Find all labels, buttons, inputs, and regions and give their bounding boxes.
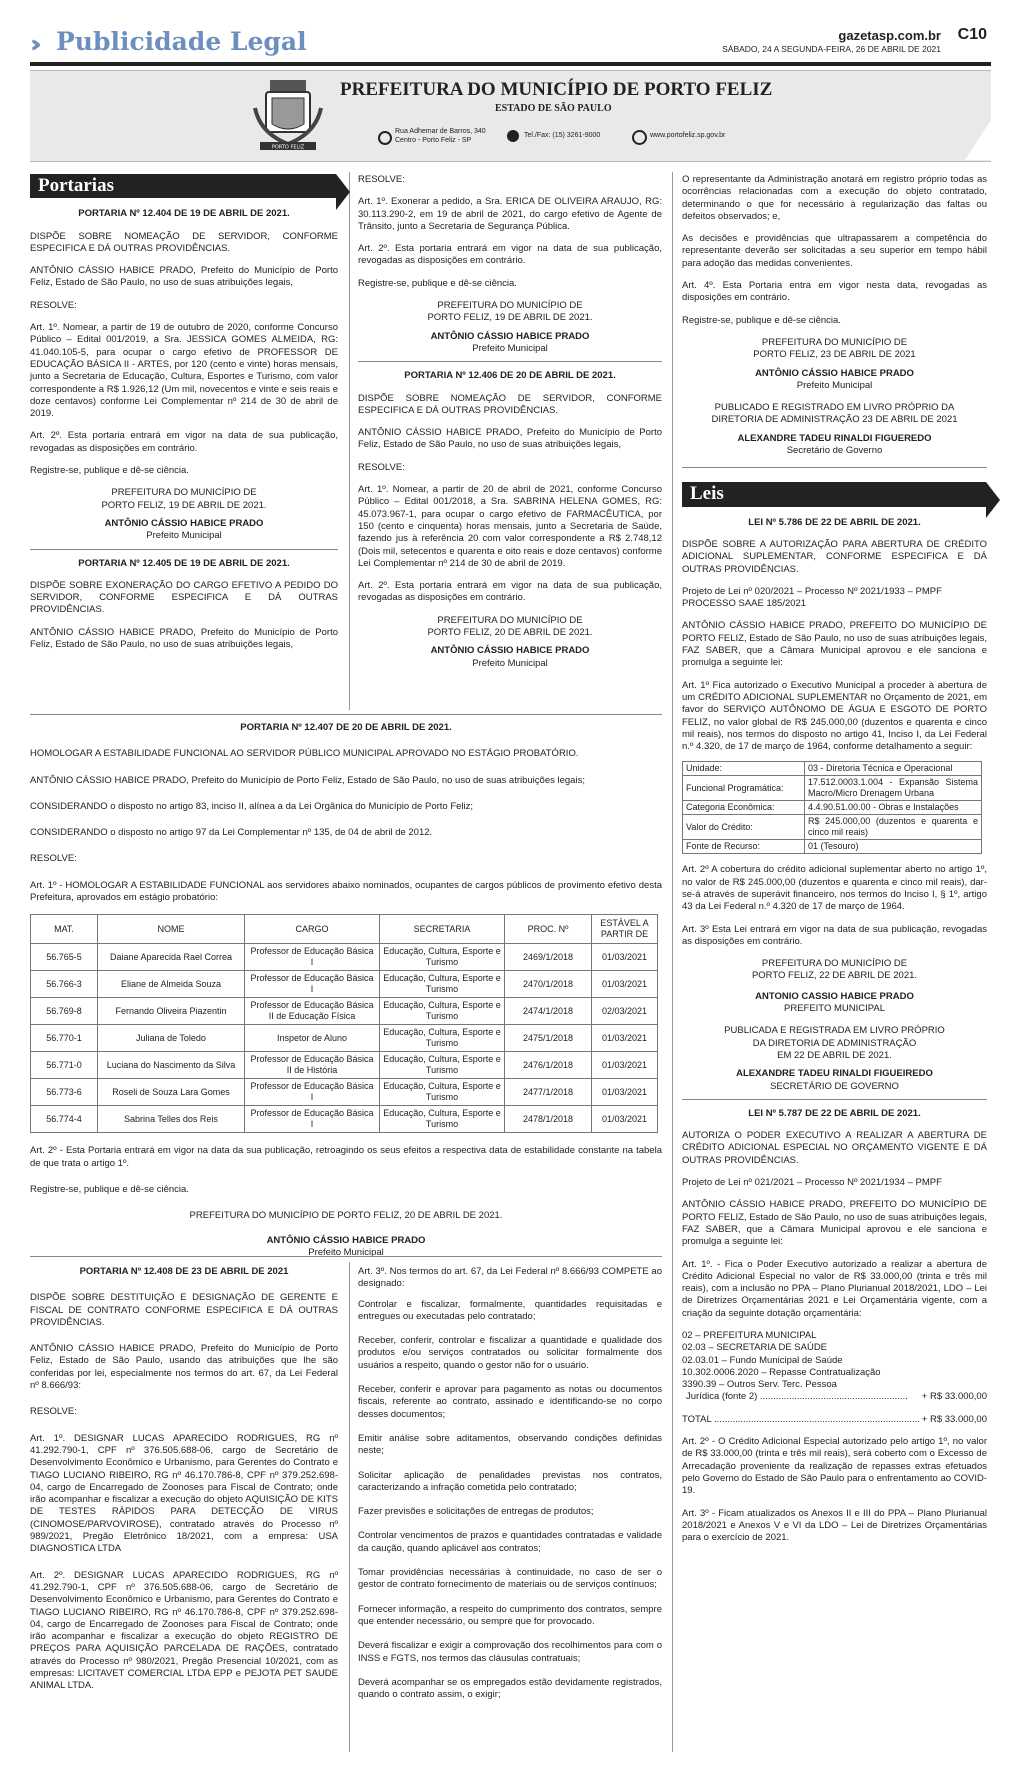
cell-nome: Roseli de Souza Lara Gomes xyxy=(98,1079,245,1106)
cell-label: Unidade: xyxy=(683,762,805,776)
place-date: PORTO FELIZ, 19 DE ABRIL DE 2021. xyxy=(101,499,267,511)
list-item: Emitir análise sobre aditamentos, observando condições definidas neste; xyxy=(358,1432,662,1457)
cell-cargo: Professor de Educação Básica I xyxy=(245,1106,380,1133)
city-seal-icon xyxy=(252,78,324,154)
header-nome: NOME xyxy=(98,915,245,944)
list-item: Tomar providências necessárias à continuidade, no caso de ser o gestor de contrato fornecimento de materiais ou de serviços contínuos; xyxy=(358,1567,662,1591)
header-rule xyxy=(30,62,991,66)
address-line-1: Rua Adhemar de Barros, 340 xyxy=(395,128,486,135)
portaria-12405-title: PORTARIA Nº 12.405 DE 19 DE ABRIL DE 2021. xyxy=(78,557,290,569)
header-proc: PROC. Nº xyxy=(505,915,592,944)
cell-estavel: 01/03/2021 xyxy=(592,1025,658,1052)
location-icon xyxy=(378,131,392,145)
cell-value: 4.4.90.51.00.00 - Obras e Instalações xyxy=(805,801,982,815)
dotacao-line: 02 – PREFEITURA MUNICIPAL xyxy=(682,1330,817,1341)
publication-line-2: DIRETORIA DE ADMINISTRAÇÃO 23 DE ABRIL DE 2021 xyxy=(711,414,958,426)
cell-nome: Daiane Aparecida Rael Correa xyxy=(98,944,245,971)
table-row xyxy=(31,1106,658,1133)
cell-estavel: 01/03/2021 xyxy=(592,971,658,998)
list-item: Fazer previsões e solicitações de entregas de produtos; xyxy=(358,1506,594,1518)
mayor-name: ANTÔNIO CÁSSIO HABICE PRADO xyxy=(104,517,264,529)
portaria-12408-cont-2: As decisões e providências que ultrapassarem a competência do representante deverão ser solicitadas a seu superior em tempo hábil para adoção das medidas convenientes. xyxy=(682,233,987,269)
cell-cargo: Professor de Educação Básica I xyxy=(245,1079,380,1106)
column-divider xyxy=(349,172,350,710)
cell-estavel: 02/03/2021 xyxy=(592,998,658,1025)
lei-5787-intro: ANTÔNIO CÁSSIO HABICE PRADO, PREFEITO DO MUNICÍPIO DE PORTO FELIZ, Estado de São Paulo, no uso de suas atribuições legais, FAZ SABER, que a Câmara Municipal aprovou e ele sanciona e promulga a seguinte lei: xyxy=(682,1199,987,1248)
resolve-label: RESOLVE: xyxy=(30,299,77,311)
portaria-12404-ementa: DISPÕE SOBRE NOMEAÇÃO DE SERVIDOR, CONFORME ESPECIFICA E DÁ OUTRAS PROVIDÊNCIAS. xyxy=(30,230,338,254)
considerando-2: CONSIDERANDO o disposto no artigo 97 da Lei Complementar nº 135, de 04 de abril de 2012. xyxy=(30,827,433,839)
lei-5787-title: LEI Nº 5.787 DE 22 DE ABRIL DE 2021. xyxy=(748,1107,921,1119)
credit-detail-table xyxy=(682,761,982,854)
website: www.portofeliz.sp.gov.br xyxy=(650,132,726,139)
resolve-label: RESOLVE: xyxy=(30,1406,77,1418)
portaria-12405-intro: ANTÔNIO CÁSSIO HABICE PRADO, Prefeito do Município de Porto Feliz, Estado de São Paulo, no uso de suas atribuições legais, xyxy=(30,626,338,651)
cell-proc: 2474/1/2018 xyxy=(505,998,592,1025)
table-row xyxy=(31,1025,658,1052)
wide-rule xyxy=(30,714,662,715)
secretary-role: Secretário de Governo xyxy=(786,445,883,457)
cell-secretaria: Educação, Cultura, Esporte e Turismo xyxy=(380,971,505,998)
place-line: PREFEITURA DO MUNICÍPIO DE xyxy=(437,300,583,312)
cell-mat: 56.774-4 xyxy=(31,1106,98,1133)
lei-5787-art3: Art. 3º - Ficam atualizados os Anexos II e III do PPA – Plano Plurianual 2018/2021 e Anexos V e VI da LDO – Lei de Diretrizes Orçamentárias para o exercício de 2021. xyxy=(682,1507,987,1544)
portaria-12405-art1: Art. 1º. Exonerar a pedido, a Sra. ERICA DE OLIVEIRA ARAUJO, RG: 30.113.290-2, em 19 de abril de 2021, do cargo efetivo de Agente de Trânsito, junto a Secretaria de Segurança Pública. xyxy=(358,196,662,232)
lei-5786-ementa: DISPÕE SOBRE A AUTORIZAÇÃO PARA ABERTURA DE CRÉDITO ADICIONAL SUPLEMENTAR, CONFORME ESPECIFICA E DÁ OUTRAS PROVIDÊNCIAS. xyxy=(682,538,987,575)
column-divider xyxy=(349,1262,350,1752)
portaria-12404-art2: Art. 2º. Esta portaria entrará em vigor na data de sua publicação, revogadas as disposições em contrário. xyxy=(30,430,338,454)
cell-secretaria: Educação, Cultura, Esporte e Turismo xyxy=(380,1106,505,1133)
table-row xyxy=(31,1052,658,1079)
stability-table xyxy=(30,914,658,1133)
cell-mat: 56.770-1 xyxy=(31,1025,98,1052)
mayor-name: ANTÔNIO CÁSSIO HABICE PRADO xyxy=(755,367,914,379)
svg-text:PORTO FELIZ: PORTO FELIZ xyxy=(271,144,305,151)
portaria-12404-art1: Art. 1º. Nomear, a partir de 19 de outubro de 2020, conforme Concurso Público – Edital 001/2019, a Sra. JESSICA GOMES ALMEIDA, RG: 41.040.105-5, para ocupar o cargo efetivo de PROFESSOR DE EDUCAÇÃO BÁSICA II - ARTES, por 120 (cento e vinte) horas mensais, junto a Secretaria de Educação, Cultura, Esportes e Turismo, com valor correspondente a R$ 1.926,12 (Um mil, novecentos e vinte e seis reais e doze centavos) conforme Lei Complementar nº 214 de 30 de abril de 2019. xyxy=(30,322,338,420)
portaria-12408-art1: Art. 1º. DESIGNAR LUCAS APARECIDO RODRIGUES, RG nº 41.292.790-1, CPF nº 376.505.688-06, cargo de Secretário de Desenvolvimento Econômico e Urbanismo, para Gerentes do Contrato e TIAGO LUCIANO RIBEIRO, RG nº 46.170.786-8, CPF nº 379.252.698-04, cargo de Encarregado de Zoonoses para Fiscal de Contrato; onde irão acompanhar e fiscalizar a execução do objeto AQUISIÇÃO DE KITS DE TESTES RÁPIDOS PARA DETECÇÃO DE VIRUS (CINOMOSE/PARVOVIROSE), contratado através do Processo nº 989/2021, Pregão Eletrônico 18/2021, com a empresa: USA DIAGNOSTICA LTDA xyxy=(30,1432,338,1555)
cell-secretaria: Educação, Cultura, Esporte e Turismo xyxy=(380,998,505,1025)
cell-value: R$ 245.000,00 (duzentos e quarenta e cinco mil reais) xyxy=(805,815,982,840)
portaria-12408-art3: Art. 3º. Nos termos do art. 67, da Lei Federal nº 8.666/93 COMPETE ao designado: xyxy=(358,1266,662,1290)
list-item: Receber, conferir, controlar e fiscalizar a quantidade e qualidade dos produtos e/ou serviços contratados ou solicitar formalmente dos usuários a respeito, quando o gestor não for o usuário. xyxy=(358,1335,662,1371)
column-1 xyxy=(30,174,338,651)
cell-cargo: Professor de Educação Básica II de Educação Física xyxy=(245,998,380,1025)
table-row xyxy=(31,998,658,1025)
portaria-12408-intro: ANTÔNIO CÁSSIO HABICE PRADO, Prefeito do Município de Porto Feliz, Estado de São Paulo, usando das atribuições que lhe são conferidas por lei, especialmente nos termos do art. 67, da Lei Federal nº 8.666/93: xyxy=(30,1343,338,1392)
column-2 xyxy=(358,174,662,670)
portaria-12405-art2: Art. 2º. Esta portaria entrará em vigor na data de sua publicação, revogadas as disposições em contrário. xyxy=(358,243,662,267)
mayor-role: Prefeito Municipal xyxy=(472,342,548,354)
list-item: Deverá acompanhar se os empregados estão devidamente registrados, quando o contrato assim, o exigir; xyxy=(358,1676,662,1701)
mayor-role: Prefeito Municipal xyxy=(308,1246,384,1258)
cell-value: 03 - Diretoria Técnica e Operacional xyxy=(805,762,982,776)
cell-secretaria: Educação, Cultura, Esporte e Turismo xyxy=(380,1079,505,1106)
cell-secretaria: Educação, Cultura, Esporte e Turismo xyxy=(380,1025,505,1052)
table-row xyxy=(683,801,982,815)
resolve-label: RESOLVE: xyxy=(358,174,405,185)
place-line: PREFEITURA DO MUNICÍPIO DE xyxy=(111,487,257,499)
registre-text: Registre-se, publique e dê-se ciência. xyxy=(682,314,841,326)
page-number: C10 xyxy=(957,26,987,43)
portaria-12408-left xyxy=(30,1266,338,1693)
cell-cargo: Professor de Educação Básica I xyxy=(245,971,380,998)
table-row xyxy=(683,840,982,854)
cell-value: 01 (Tesouro) xyxy=(805,840,982,854)
mayor-name: ANTÔNIO CÁSSIO HABICE PRADO xyxy=(430,645,590,657)
mayor-name: ANTÔNIO CÁSSIO HABICE PRADO xyxy=(266,1234,426,1246)
cell-proc: 2478/1/2018 xyxy=(505,1106,592,1133)
portaria-12408-right xyxy=(358,1266,662,1701)
cell-nome: Sabrina Telles dos Reis xyxy=(98,1106,245,1133)
lei-5787-art2: Art. 2º - O Crédito Adicional Especial autorizado pelo artigo 1º, no valor de R$ 33.000,00 (trinta e três mil reais), será coberto com o Excesso de Arrecadação proveniente da realização de repasses extras efetuados pelo Governo do Estado de São Paulo para o enfrentamento ao COVID-19. xyxy=(682,1436,987,1497)
portaria-12407 xyxy=(30,722,662,1259)
secretary-name: ALEXANDRE TADEU RINALDI FIGUEIREDO xyxy=(736,1068,933,1080)
cell-nome: Juliana de Toledo xyxy=(98,1025,245,1052)
portaria-12404-title: PORTARIA Nº 12.404 DE 19 DE ABRIL DE 2021. xyxy=(78,208,290,220)
globe-icon xyxy=(632,130,647,145)
portaria-12405-ementa: DISPÕE SOBRE EXONERAÇÃO DO CARGO EFETIVO A PEDIDO DO SERVIDOR, CONFORME ESPECIFICA E DÁ OUTRAS PROVIDÊNCIAS. xyxy=(30,579,338,616)
cell-label: Categoria Econômica: xyxy=(683,801,805,815)
place-line: PREFEITURA DO MUNICÍPIO DE xyxy=(437,614,583,626)
cell-cargo: Inspetor de Aluno xyxy=(245,1025,380,1052)
header-secretaria: SECRETARIA xyxy=(380,915,505,944)
cell-nome: Eliane de Almeida Souza xyxy=(98,971,245,998)
edition-date: SÁBADO, 24 A SEGUNDA-FEIRA, 26 DE ABRIL DE 2021 xyxy=(722,44,941,54)
portaria-12408-cont-1: O representante da Administração anotará em registro próprio todas as ocorrências relacionadas com a execução do objeto contratado, determinando o que for necessário à regularização das faltas ou defeitos observados; e, xyxy=(682,174,987,222)
mayor-role: PREFEITO MUNICIPAL xyxy=(784,1003,885,1015)
dotacao-label: Jurídica (fonte 2) ........................................................ xyxy=(686,1391,908,1403)
cell-nome: Fernando Oliveira Piazentin xyxy=(98,998,245,1025)
total-value: + R$ 33.000,00 xyxy=(921,1413,987,1425)
lei-5786-projeto: Projeto de Lei nº 020/2021 – Processo Nº 2021/1933 – PMPF xyxy=(682,585,942,597)
cell-estavel: 01/03/2021 xyxy=(592,944,658,971)
secretary-name: ALEXANDRE TADEU RINALDI FIGUEREDO xyxy=(737,432,932,444)
publication-line-2: DA DIRETORIA DE ADMINISTRAÇÃO xyxy=(752,1037,917,1049)
place-line: PREFEITURA DO MUNICÍPIO DE xyxy=(761,336,908,348)
portaria-12406-art1: Art. 1º. Nomear, a partir de 20 de abril de 2021, conforme Concurso Público – Edital 001/2018, a Sra. SABRINA HELENA GOMES, RG: 45.073.967-1, para ocupar o cargo efetivo de FARMACÊUTICA, por 150 (cento e cinquenta) horas mensais, junto a Secretaria de Saúde, fazendo jus à referência 20 com valor correspondente a R$ 2.748,12 (Dois mil, setecentos e quarenta e oito reais e doze centavos) conforme Lei Complementar nº 214 de 30 de abril de 2019. xyxy=(358,484,662,569)
cell-mat: 56.773-6 xyxy=(31,1079,98,1106)
chevron-icon: ›› xyxy=(30,30,34,58)
lei-5787-art1: Art. 1º. - Fica o Poder Executivo autorizado a realizar a abertura de Crédito Adicional Especial no valor de R$ 33.000,00 (trinta e três mil reais), com a inclusão no PPA – Plano Plurianual 2018/2021, LDO – Lei de Diretrizes Orçamentárias 2021 e Lei Orçamentária vigente, com a criação da seguinte dotação orçamentária: xyxy=(682,1258,987,1319)
publication-line-1: PUBLICADA E REGISTRADA EM LIVRO PRÓPRIO xyxy=(724,1025,945,1037)
list-item: Fornecer informação, a respeito do cumprimento dos contratos, sempre que entender necessário, ou sempre que for provocado. xyxy=(358,1603,662,1627)
place-date: PORTO FELIZ, 20 DE ABRIL DE 2021. xyxy=(427,627,593,639)
banner-subtitle: ESTADO DE SÃO PAULO xyxy=(495,103,612,114)
lei-5787-projeto: Projeto de Lei nº 021/2021 – Processo Nº 2021/1934 – PMPF xyxy=(682,1177,942,1189)
mayor-role: Prefeito Municipal xyxy=(472,657,548,669)
publication-line-1: PUBLICADO E REGISTRADO EM LIVRO PRÓPRIO DA xyxy=(714,402,955,414)
dotacao-value: + R$ 33.000,00 xyxy=(921,1391,987,1403)
column-divider xyxy=(672,172,673,1752)
cell-mat: 56.771-0 xyxy=(31,1052,98,1079)
cell-label: Valor do Crédito: xyxy=(683,815,805,840)
table-row xyxy=(31,971,658,998)
cell-secretaria: Educação, Cultura, Esporte e Turismo xyxy=(380,944,505,971)
portaria-12408-title: PORTARIA Nº 12.408 DE 23 DE ABRIL DE 2021 xyxy=(79,1266,289,1277)
cell-proc: 2470/1/2018 xyxy=(505,971,592,998)
cell-cargo: Professor de Educação Básica II de História xyxy=(245,1052,380,1079)
cell-label: Fonte de Recurso: xyxy=(683,840,805,854)
portaria-12406-title: PORTARIA Nº 12.406 DE 20 DE ABRIL DE 2021. xyxy=(404,370,616,382)
mayor-name: ANTONIO CASSIO HABICE PRADO xyxy=(755,990,914,1002)
list-item: Controlar vencimentos de prazos e quantidades contratadas e validade da caução, quando aplicável aos contratos; xyxy=(358,1530,662,1554)
publication-line-3: EM 22 DE ABRIL DE 2021. xyxy=(777,1049,892,1061)
table-row xyxy=(683,815,982,840)
section-tag-portarias: Portarias xyxy=(30,174,336,198)
dotacao-line: 10.302.0006.2020 – Repasse Contratualização xyxy=(682,1366,881,1378)
banner-title: PREFEITURA DO MUNICÍPIO DE PORTO FELIZ xyxy=(340,79,773,100)
section-tag-leis: Leis xyxy=(682,482,986,506)
secretary-role: SECRETÁRIO DE GOVERNO xyxy=(770,1080,899,1092)
portaria-12404-intro: ANTÔNIO CÁSSIO HABICE PRADO, Prefeito do Município de Porto Feliz, Estado de São Paulo, no uso de suas atribuições legais, xyxy=(30,265,338,289)
table-row xyxy=(683,762,982,776)
portaria-12407-title: PORTARIA Nº 12.407 DE 20 DE ABRIL DE 2021. xyxy=(240,722,452,733)
phone-number: Tel./Fax: (15) 3261-9000 xyxy=(524,132,601,139)
cell-nome: Luciana do Nascimento da Silva xyxy=(98,1052,245,1079)
lei-5786-processo: PROCESSO SAAE 185/2021 xyxy=(682,598,807,610)
cell-proc: 2469/1/2018 xyxy=(505,944,592,971)
resolve-label: RESOLVE: xyxy=(358,461,405,473)
homologar-text: HOMOLOGAR A ESTABILIDADE FUNCIONAL AO SERVIDOR PÚBLICO MUNICIPAL APROVADO NO ESTÁGIO PROBATÓRIO. xyxy=(30,748,579,760)
mayor-name: ANTÔNIO CÁSSIO HABICE PRADO xyxy=(430,330,590,342)
list-item: Receber, conferir e aprovar para pagamento as notas ou documentos fiscais, referente ao contrato, assinado e identificando-se no corpo desses documentos; xyxy=(358,1384,662,1420)
header-estavel: ESTÁVEL A PARTIR DE xyxy=(592,915,658,944)
place-line: PREFEITURA DO MUNICÍPIO DE xyxy=(761,958,908,970)
wide-rule xyxy=(30,1256,662,1257)
resolve-label: RESOLVE: xyxy=(30,853,77,865)
registre-text: Registre-se, publique e dê-se ciência. xyxy=(30,465,189,477)
portaria-12406-intro: ANTÔNIO CÁSSIO HABICE PRADO, Prefeito do Município de Porto Feliz, Estado de São Paulo, no uso de suas atribuições legais, xyxy=(358,427,662,451)
portaria-12408-art4: Art. 4º. Esta Portaria entra em vigor nesta data, revogadas as disposições em contrário. xyxy=(682,280,987,304)
cell-cargo: Professor de Educação Básica I xyxy=(245,944,380,971)
cell-proc: 2477/1/2018 xyxy=(505,1079,592,1106)
lei-5786-art3: Art. 3º Esta Lei entrará em vigor na data de sua publicação, revogadas as disposições em contrário. xyxy=(682,923,987,947)
cell-estavel: 01/03/2021 xyxy=(592,1106,658,1133)
mayor-role: Prefeito Municipal xyxy=(796,379,873,391)
header-cargo: CARGO xyxy=(245,915,380,944)
registre-text: Registre-se, publique e dê-se ciência. xyxy=(30,1183,189,1195)
considerando-1: CONSIDERANDO o disposto no artigo 83, inciso II, alínea a da Lei Orgânica do Município de Porto Feliz; xyxy=(30,800,474,812)
table-header-row xyxy=(31,915,658,944)
cell-estavel: 01/03/2021 xyxy=(592,1052,658,1079)
banner xyxy=(30,70,991,162)
place-date: PREFEITURA DO MUNICÍPIO DE PORTO FELIZ, 20 DE ABRIL DE 2021. xyxy=(189,1210,503,1222)
portaria-12407-art2: Art. 2º - Esta Portaria entrará em vigor na data da sua publicação, retroagindo os seus efeitos a respectiva data de estabilidade constante na tabela de que trata o artigo 1º. xyxy=(30,1145,662,1169)
banner-corner xyxy=(965,120,991,160)
cell-label: Funcional Programática: xyxy=(683,776,805,801)
cell-proc: 2476/1/2018 xyxy=(505,1052,592,1079)
list-item: Deverá fiscalizar e exigir a comprovação dos recolhimentos para com o INSS e FGTS, nos termos das cláusulas contratuais; xyxy=(358,1640,662,1664)
lei-5786-art2: Art. 2º A cobertura do crédito adicional suplementar aberto no artigo 1º, no valor de R$ 245.000,00 (duzentos e quarenta e cinco mil reais), dar-se-á através de superávit financeiro, nos termos do Inciso I, § 1º, artigo 43 da Lei Federal n.º 4.320 de 17 de março de 1964. xyxy=(682,864,987,913)
lei-5786-art1: Art. 1º Fica autorizado o Executivo Municipal a proceder à abertura de um CRÉDITO ADICIONAL SUPLEMENTAR no Orçamento de 2021, em favor do SERVIÇO AUTÔNOMO DE ÁGUA E ESGOTO DE PORTO FELIZ, no valor global de R$ 245.000,00 (duzentos e quarenta e cinco mil reais), nos termos do disposto no artigo 41, Inciso I, da Lei Federal n.º 4.320, de 17 de março de 1964, conforme detalhamento a seguir: xyxy=(682,679,987,753)
cell-value: 17.512.0003.1.004 - Expansão Sistema Macro/Micro Drenagem Urbana xyxy=(805,776,982,801)
portaria-12407-art1: Art. 1º - HOMOLOGAR A ESTABILIDADE FUNCIONAL aos servidores abaixo nominados, ocupantes de cargos públicos de provimento efetivo desta Prefeitura, aprovados em estágio probatório: xyxy=(30,879,662,904)
dotacao-line: 02.03 – SECRETARIA DE SAÚDE xyxy=(682,1342,828,1354)
total-label: TOTAL .............................................................................. xyxy=(682,1413,920,1425)
portaria-12406-ementa: DISPÕE SOBRE NOMEAÇÃO DE SERVIDOR, CONFORME ESPECIFICA E DÁ OUTRAS PROVIDÊNCIAS. xyxy=(358,392,662,416)
total-line xyxy=(682,1414,987,1426)
lei-5787-ementa: AUTORIZA O PODER EXECUTIVO A REALIZAR A ABERTURA DE CRÉDITO ADICIONAL ESPECIAL NO ORÇAMENTO VIGENTE E DÁ OUTRAS PROVIDÊNCIAS. xyxy=(682,1130,987,1166)
site-name: gazetasp.com.br xyxy=(838,28,941,43)
column-3 xyxy=(682,174,987,1544)
lei-5786-intro: ANTÔNIO CÁSSIO HABICE PRADO, PREFEITO DO MUNICÍPIO DE PORTO FELIZ, Estado de São Paulo, no uso de suas atribuições legais, FAZ SABER, que a Câmara Municipal aprovou e ele sanciona e promulga a seguinte lei: xyxy=(682,620,987,669)
cell-mat: 56.765-5 xyxy=(31,944,98,971)
section-header xyxy=(30,26,330,60)
registre-text: Registre-se, publique e dê-se ciência. xyxy=(358,277,517,289)
cell-mat: 56.769-8 xyxy=(31,998,98,1025)
header-mat: MAT. xyxy=(31,915,98,944)
cell-secretaria: Educação, Cultura, Esporte e Turismo xyxy=(380,1052,505,1079)
dotacao-line: 3390.39 – Outros Serv. Terc. Pessoa xyxy=(682,1379,837,1391)
address-line-2: Centro - Porto Feliz - SP xyxy=(395,137,472,144)
list-item: Solicitar aplicação de penalidades previstas nos contratos, caracterizando a infração cometida pelo contratado; xyxy=(358,1469,662,1493)
table-row xyxy=(683,776,982,801)
place-date: PORTO FELIZ, 19 DE ABRIL DE 2021. xyxy=(427,312,593,324)
dotacao-value-line xyxy=(682,1391,987,1403)
portaria-12408-art2: Art. 2º. DESIGNAR LUCAS APARECIDO RODRIGUES, RG nº 41.292.790-1, CPF nº 376.505.688-06, cargo de Secretário de Desenvolvimento Econômico e Urbanismo, para Gerentes do Contrato e TIAGO LUCIANO RIBEIRO, RG nº 46.170.786-8, CPF nº 379.252.698-04, cargo de Encarregado de Zoonoses para Fiscal de Contrato; onde irão acompanhar e fiscalizar a execução do objeto REGISTRO DE PREÇOS PARA AQUISIÇÃO PARCELADA DE RAÇÕES, contratado através do Processo nº 980/2021, Pregão Presencial 10/2021, com as empresas: LICITAVET COMERCIAL LTDA EPP e PEJOTA PET SAUDE ANIMAL LTDA. xyxy=(30,1569,338,1692)
cell-estavel: 01/03/2021 xyxy=(592,1079,658,1106)
cell-mat: 56.766-3 xyxy=(31,971,98,998)
place-date: PORTO FELIZ, 23 DE ABRIL DE 2021 xyxy=(753,349,916,361)
table-row xyxy=(31,944,658,971)
list-item: Controlar e fiscalizar, formalmente, quantidades requisitadas e entregues ou executadas pelo contratado; xyxy=(358,1298,662,1322)
lei-5786-title: LEI Nº 5.786 DE 22 DE ABRIL DE 2021. xyxy=(748,516,921,528)
table-row xyxy=(31,1079,658,1106)
dotacao-line: 02.03.01 – Fundo Municipal de Saúde xyxy=(682,1354,843,1366)
portaria-12408-ementa: DISPÕE SOBRE DESTITUIÇÃO E DESIGNAÇÃO DE GERENTE E FISCAL DE CONTRATO CONFORME ESPECIFICA E DÁ OUTRAS PROVIDÊNCIAS. xyxy=(30,1292,338,1328)
section-title: Publicidade Legal xyxy=(56,27,307,56)
place-date: PORTO FELIZ, 22 DE ABRIL DE 2021. xyxy=(751,970,918,982)
portaria-12406-art2: Art. 2º. Esta portaria entrará em vigor na data de sua publicação, revogadas as disposições em contrário. xyxy=(358,580,662,604)
phone-icon xyxy=(507,130,519,142)
cell-proc: 2475/1/2018 xyxy=(505,1025,592,1052)
mayor-role: Prefeito Municipal xyxy=(146,530,222,542)
portaria-12407-intro: ANTÔNIO CÁSSIO HABICE PRADO, Prefeito do Município de Porto Feliz, Estado de São Paulo, no uso de suas atribuições legais; xyxy=(30,774,585,786)
